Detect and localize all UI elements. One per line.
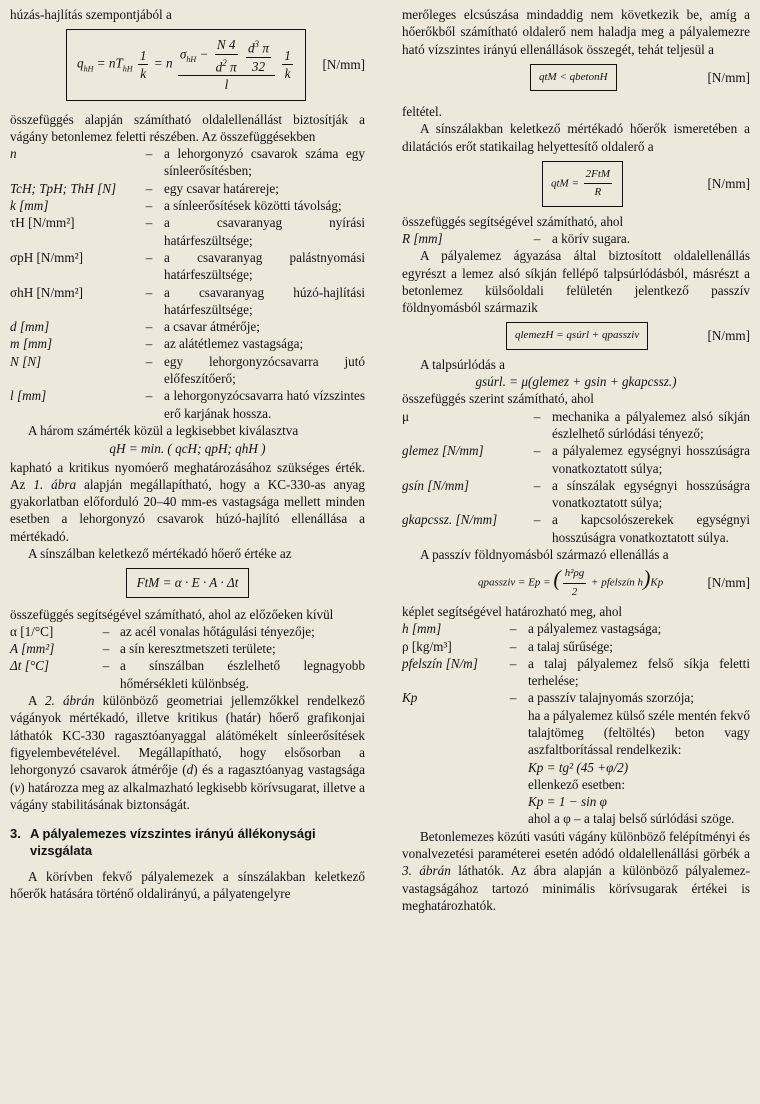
paragraph: Betonlemezes közúti vasúti vágány különböző felépítményi és vonalvezetési paraméterei esetén adódó oldalellenállási görbék a 3. ábrán láthatók. Az ábra alapján a különböző pályalemez-vastagságához tartozó minimális körívsugarak értékei is meghatározhatók.	[402, 828, 750, 913]
definition-row: pfelszín [N/m] – a talaj pályalemez felső síkja feletti terhelése;	[402, 655, 750, 689]
left-column	[10, 6, 365, 902]
definitions-list-2	[402, 620, 750, 706]
definition-row: Δt [°C] – a sínszálban észlelhető legnagyobb hőmérsékleti különbség.	[10, 658, 365, 691]
definition-row: R [mm] – a körív sugara.	[402, 230, 630, 246]
paragraph: A sínszálakban keletkező mértékadó hőerők ismeretében a dilatációs erőt statikailag helyettesítő oldalerő a	[402, 121, 750, 154]
kp-cases: ha a pályalemez külső széle mentén fekvő talajtömeg (feltöltés) beton vagy aszfaltborítással rendelkezik: Kp = tg² (45 +φ/2) ellenkező esetben: Kp = 1 − sin φ ahol a φ – a talaj belső súrlódási szöge.	[528, 707, 750, 827]
paragraph: összefüggés segítségével számítható, ahol az előzőeken kívül	[10, 606, 334, 622]
right-column	[402, 6, 750, 914]
definition-row: τH [N/mm²] – a csavaranyag nyírási határfeszültsége;	[10, 215, 365, 248]
equation-min: qH = min. ( qcH; qpH; qhH )	[109, 441, 266, 457]
definitions-list	[402, 408, 750, 546]
definition-row: gkapcssz. [N/mm] – a kapcsolószerekek egységnyi hosszúságra vonatkoztatott súlya.	[402, 512, 750, 545]
paragraph: összefüggés szerint számítható, ahol	[402, 391, 594, 407]
paragraph: összefüggés alapján számítható oldalellenállást biztosítják a vágány betonlemez feletti részében. Az összefüggésekben	[10, 111, 365, 144]
definition-row: Kp – a passzív talajnyomás szorzója;	[402, 690, 694, 706]
paragraph: A pályalemez ágyazása által biztosított oldalellenállás egyrészt a lemez alsó síkján fellépő talpsúrlódásból, másrészt a betonlemez külsőoldali felületén jelentkező passzív földnyomásból származik	[402, 248, 750, 316]
paragraph: képlet segítségével határozható meg, ahol	[402, 603, 623, 619]
equation-Ep: qpassziv = Ep = ( $\frac{\text{h²ρg}}{2}$ + pfelszín h)Kp [N/mm]	[478, 565, 750, 598]
definitions-list-2	[10, 623, 365, 692]
intro-text: húzás-hajlítás szempontjából a	[10, 7, 172, 22]
definition-row: μ – mechanika a pályalemez alsó síkján észlelhető súrlódási tényező;	[402, 408, 750, 441]
equation-unit: [N/mm]	[322, 57, 365, 73]
definition-row: d [mm] – a csavar átmérője;	[10, 319, 260, 335]
paragraph: A három számérték közül a legkisebbet kiválasztva	[28, 422, 299, 438]
definition-row: α [1/°C] – az acél vonalas hőtágulási tényezője;	[10, 623, 315, 639]
paragraph: merőleges elcsúszása mindaddig nem következik be, amíg a hőerőkből számítható oldalerő nem haladja meg a pályalemezre ható vízszintes irányú ellenállások összegét, tehát teljesül a	[402, 7, 750, 57]
definition-row: σpH [N/mm²] – a csavaranyag palástnyomási határfeszültsége;	[10, 249, 365, 283]
equation-box: $q_{hH} = nT_{hH}$ $\frac{1}{k}$ = n $\sigma_{hH}$ − $\frac{N 4}{d^2 \pi}$ $\frac{d^3 \pi}{32}$ l $\frac{1}{k}$	[66, 29, 306, 100]
equation-qtM-condition: qtM < qbetonH [N/mm]	[402, 64, 750, 91]
definition-row: m [mm] – az alátétlemez vastagsága;	[10, 336, 304, 352]
equation-qtM: qtM = $\frac{\text{2FtM}}{R}$ [N/mm]	[402, 161, 750, 207]
equation-FtM: FtM = α · E · A · Δt	[10, 568, 365, 597]
paragraph: feltétel.	[402, 104, 442, 120]
definition-row: A [mm²] – a sín keresztmetszeti területe;	[10, 641, 276, 657]
definition-row: gsín [N/mm] – a sínszálak egységnyi hosszúságra vonatkoztatott súlya;	[402, 477, 750, 511]
definition-row: TcH; TpH; ThH [N] – egy csavar határereje;	[10, 180, 279, 196]
paragraph: A körívben fekvő pályalemezek a sínszálakban keletkező hőerők hatására történő oldalirányú, a pályatengelyre	[10, 868, 365, 902]
paragraph: A sínszálban keletkező mértékadó hőerő értéke az	[28, 546, 292, 561]
paragraph: összefüggés segítségével számítható, ahol	[402, 213, 624, 229]
definition-row: ρ [kg/m³] – a talaj sűrűsége;	[402, 638, 613, 654]
paragraph: kapható a kritikus nyomóerő meghatározásához szükséges érték. Az 1. ábra alapján megállapítható, hogy a KC-330-as anyag gyakorlatban előforduló 20–40 mm-es vastagsága mellett minden esetben a lehorgonyzó csavarok húzó-hajlító ellenállása a mértékadó.	[10, 459, 365, 544]
definition-row: k [mm] – a sínleerősítések közötti távolság;	[10, 198, 342, 214]
definition-row: σhH [N/mm²] – a csavaranyag húzó-hajlítási határfeszültsége;	[10, 284, 365, 317]
paragraph: A 2. ábrán különböző geometriai jellemzőkkel rendelkező vágányok mértékadó, illetve kritikus (határ) hőerő grafikonjai láthatók KC-330 ragasztóanyaggal alátömékelt sínleerősítések figyelembevételével. Megállapítható, hogy elsősorban a lehorgonyzó csavarok átmérője (d) és a ragasztóanyag vastagsága (v) határozza meg az alkalmazható legkisebb körívsugarat, illetve a vágány stabilitásának biztonságát.	[10, 693, 366, 812]
paragraph: A talpsúrlódás a	[420, 356, 505, 372]
definition-row: h [mm] – a pályalemez vastagsága;	[402, 621, 662, 637]
section-heading: 3. A pályalemezes vízszintes irányú állékonysági vizsgálata	[10, 826, 316, 859]
definition-row: glemez [N/mm] – a pályalemez egységnyi hosszúságra vonatkoztatott súlya;	[402, 443, 750, 476]
definition-row: N [N] – egy lehorgonyzócsavarra jutó előfeszítőerő;	[10, 353, 365, 387]
definitions-list	[10, 145, 365, 422]
equation-qhH	[10, 29, 365, 100]
paragraph: A passzív földnyomásból származó ellenállás a	[420, 547, 669, 563]
equation-gsurl: gsúrl. = μ(glemez + gsin + gkapcssz.)	[475, 374, 677, 390]
definition-row: n – a lehorgonyzó csavarok száma egy sínleerősítésben;	[10, 146, 365, 179]
equation-qlemezH: qlemezH = qsúrl + qpassziv [N/mm]	[402, 322, 750, 349]
definition-row: l [mm] – a lehorgonyzócsavarra ható vízszintes erő karjának hossza.	[10, 388, 365, 421]
